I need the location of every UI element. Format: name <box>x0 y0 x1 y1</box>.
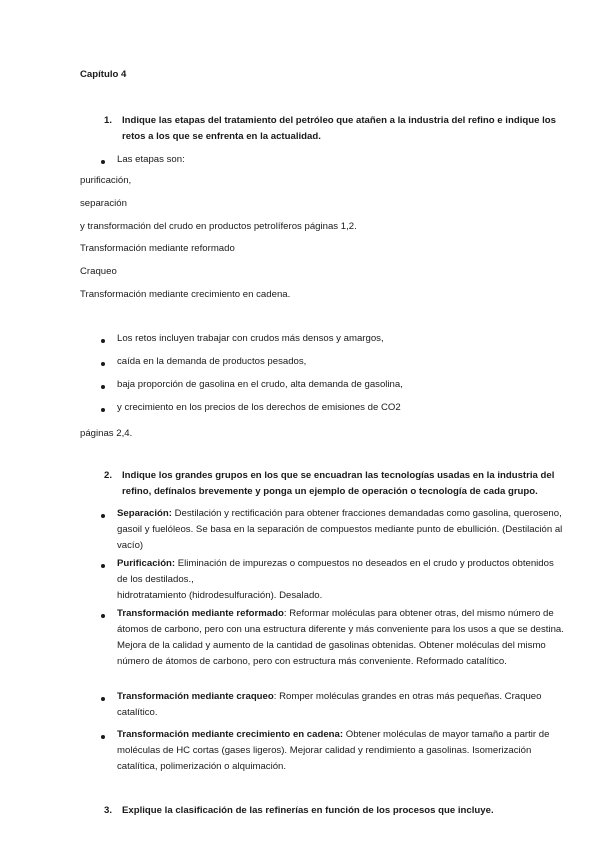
bullet-icon <box>101 564 105 568</box>
group-description: : Reformar moléculas para obtener otras, del mismo número de átomos de carbono, pero con una estructura diferente y más conveniente para los usos a que se destina. Mejora de la calidad y aumento de la cantidad de gasolinas obtenidas. Obtener moléculas del mismo número de átomos de carbono, pero con estructura más conveniente. Reformado catalítico. <box>117 608 564 667</box>
stage-item: Craqueo <box>80 266 117 277</box>
chapter-title: Capítulo 4 <box>80 69 127 80</box>
group-reformado <box>117 606 567 670</box>
stage-item: separación <box>80 198 127 209</box>
stage-item: Transformación mediante reformado <box>80 243 235 254</box>
challenges-pages: páginas 2,4. <box>80 428 133 439</box>
challenge-item: Los retos incluyen trabajar con crudos más densos y amargos, <box>117 333 384 344</box>
bullet-icon <box>101 697 105 701</box>
group-description: Destilación y rectificación para obtener fracciones demandadas como gasolina, queroseno, gasoil y fuelóleos. Se basa en la separación de compuestos mediante punto de ebullición. (Destilación al vacío) <box>117 508 563 551</box>
group-term: Transformación mediante reformado <box>117 608 284 619</box>
group-purificacion <box>117 556 567 604</box>
question-3-text: Explique la clasificación de las refinerías en función de los procesos que incluye. <box>122 805 494 816</box>
question-1-text: Indique las etapas del tratamiento del petróleo que atañen a la industria del refino e indique los retos a los que se enfrenta en la actualidad. <box>122 115 556 142</box>
bullet-icon <box>101 614 105 618</box>
question-2-text: Indique los grandes grupos en los que se encuadran las tecnologías usadas en la industria del refino, defínalos brevemente y ponga un ejemplo de operación o tecnología de cada grupo. <box>122 470 555 497</box>
group-term: Purificación: <box>117 558 176 569</box>
group-term: Transformación mediante craqueo <box>117 691 274 702</box>
stage-item: purificación, <box>80 175 132 186</box>
group-description: Obtener moléculas de mayor tamaño a partir de moléculas de HC cortas (gases ligeros). Mejorar calidad y rendimiento a gasolinas. Isomerización catalítica, polimerización o alquimación. <box>117 729 550 772</box>
group-description: : Romper moléculas grandes en otras más pequeñas. Craqueo catalítico. <box>117 691 542 718</box>
bullet-icon <box>101 385 105 389</box>
group-extra: hidrotratamiento (hidrodesulfuración). Desalado. <box>117 590 323 601</box>
stages-intro: Las etapas son: <box>117 154 185 165</box>
group-craqueo <box>117 689 567 721</box>
challenge-item: baja proporción de gasolina en el crudo, alta demanda de gasolina, <box>117 379 403 390</box>
challenge-item: caída en la demanda de productos pesados, <box>117 356 307 367</box>
question-3-number: 3. <box>104 805 113 816</box>
group-crecimiento <box>117 727 567 775</box>
question-1-number: 1. <box>104 115 113 126</box>
question-2-number: 2. <box>104 470 113 481</box>
group-description: Eliminación de impurezas o compuestos no deseados en el crudo y productos obtenidos de los destilados., <box>117 558 554 585</box>
stage-item: y transformación del crudo en productos petrolíferos páginas 1,2. <box>80 221 357 232</box>
bullet-icon <box>101 160 105 164</box>
challenge-item: y crecimiento en los precios de los derechos de emisiones de CO2 <box>117 402 401 413</box>
bullet-icon <box>101 408 105 412</box>
group-term: Separación: <box>117 508 172 519</box>
bullet-icon <box>101 735 105 739</box>
bullet-icon <box>101 514 105 518</box>
stage-item: Transformación mediante crecimiento en cadena. <box>80 289 291 300</box>
group-separacion <box>117 506 567 554</box>
group-term: Transformación mediante crecimiento en cadena: <box>117 729 344 740</box>
bullet-icon <box>101 362 105 366</box>
bullet-icon <box>101 339 105 343</box>
